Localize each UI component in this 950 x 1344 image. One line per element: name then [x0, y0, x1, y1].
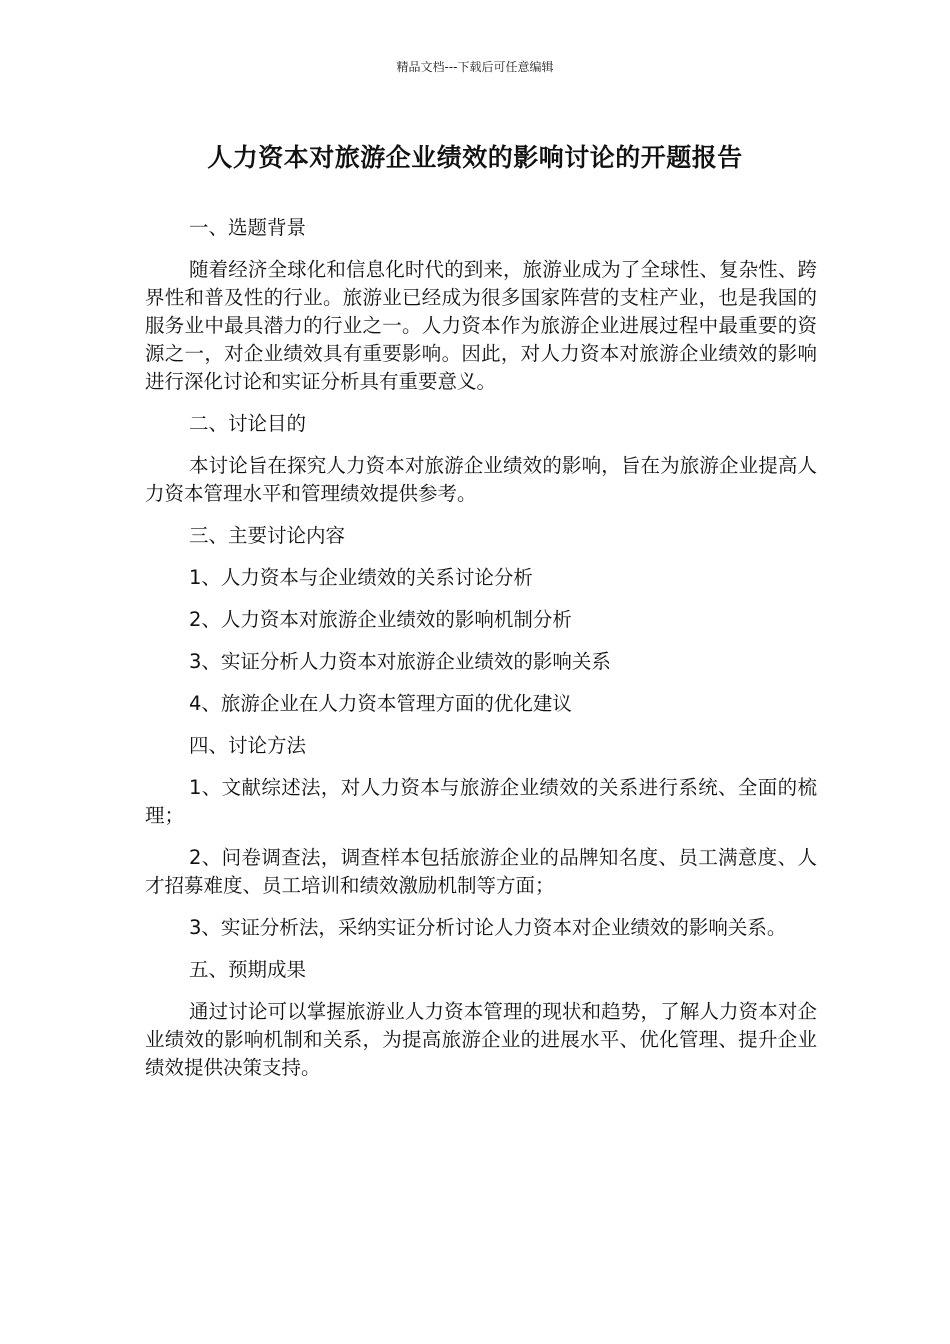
section-heading-background: 一、选题背景 [189, 216, 307, 239]
section-heading-outcomes: 五、预期成果 [189, 958, 307, 981]
method-item-2: 2、问卷调查法，调查样本包括旅游企业的品牌知名度、员工满意度、人才招募难度、员工培训和绩效激励机制等方面； [145, 846, 817, 897]
section-heading-contents: 三、主要讨论内容 [189, 524, 346, 547]
content-item-4: 4、旅游企业在人力资本管理方面的优化建议 [189, 692, 572, 715]
document-body [145, 214, 817, 1096]
content-item-1: 1、人力资本与企业绩效的关系讨论分析 [189, 566, 533, 589]
content-item-2: 2、人力资本对旅游企业绩效的影响机制分析 [189, 608, 572, 631]
section-heading-purpose: 二、讨论目的 [189, 412, 307, 435]
paragraph-outcomes: 通过讨论可以掌握旅游业人力资本管理的现状和趋势，了解人力资本对企业绩效的影响机制和关系，为提高旅游企业的进展水平、优化管理、提升企业绩效提供决策支持。 [145, 1000, 817, 1079]
content-item-3: 3、实证分析人力资本对旅游企业绩效的影响关系 [189, 650, 611, 673]
section-heading-methods: 四、讨论方法 [189, 734, 307, 757]
paragraph-background: 随着经济全球化和信息化时代的到来，旅游业成为了全球性、复杂性、跨界性和普及性的行业。旅游业已经成为很多国家阵营的支柱产业，也是我国的服务业中最具潜力的行业之一。人力资本作为旅游企业进展过程中最重要的资源之一，对企业绩效具有重要影响。因此，对人力资本对旅游企业绩效的影响进行深化讨论和实证分析具有重要意义。 [145, 258, 817, 393]
document-title: 人力资本对旅游企业绩效的影响讨论的开题报告 [207, 143, 743, 172]
method-item-1: 1、文献综述法，对人力资本与旅游企业绩效的关系进行系统、全面的梳理； [145, 776, 817, 827]
paragraph-purpose: 本讨论旨在探究人力资本对旅游企业绩效的影响，旨在为旅游企业提高人力资本管理水平和管理绩效提供参考。 [145, 454, 817, 505]
header-note: 精品文档---下载后可任意编辑 [396, 60, 554, 74]
method-item-3: 3、实证分析法，采纳实证分析讨论人力资本对企业绩效的影响关系。 [189, 916, 787, 939]
